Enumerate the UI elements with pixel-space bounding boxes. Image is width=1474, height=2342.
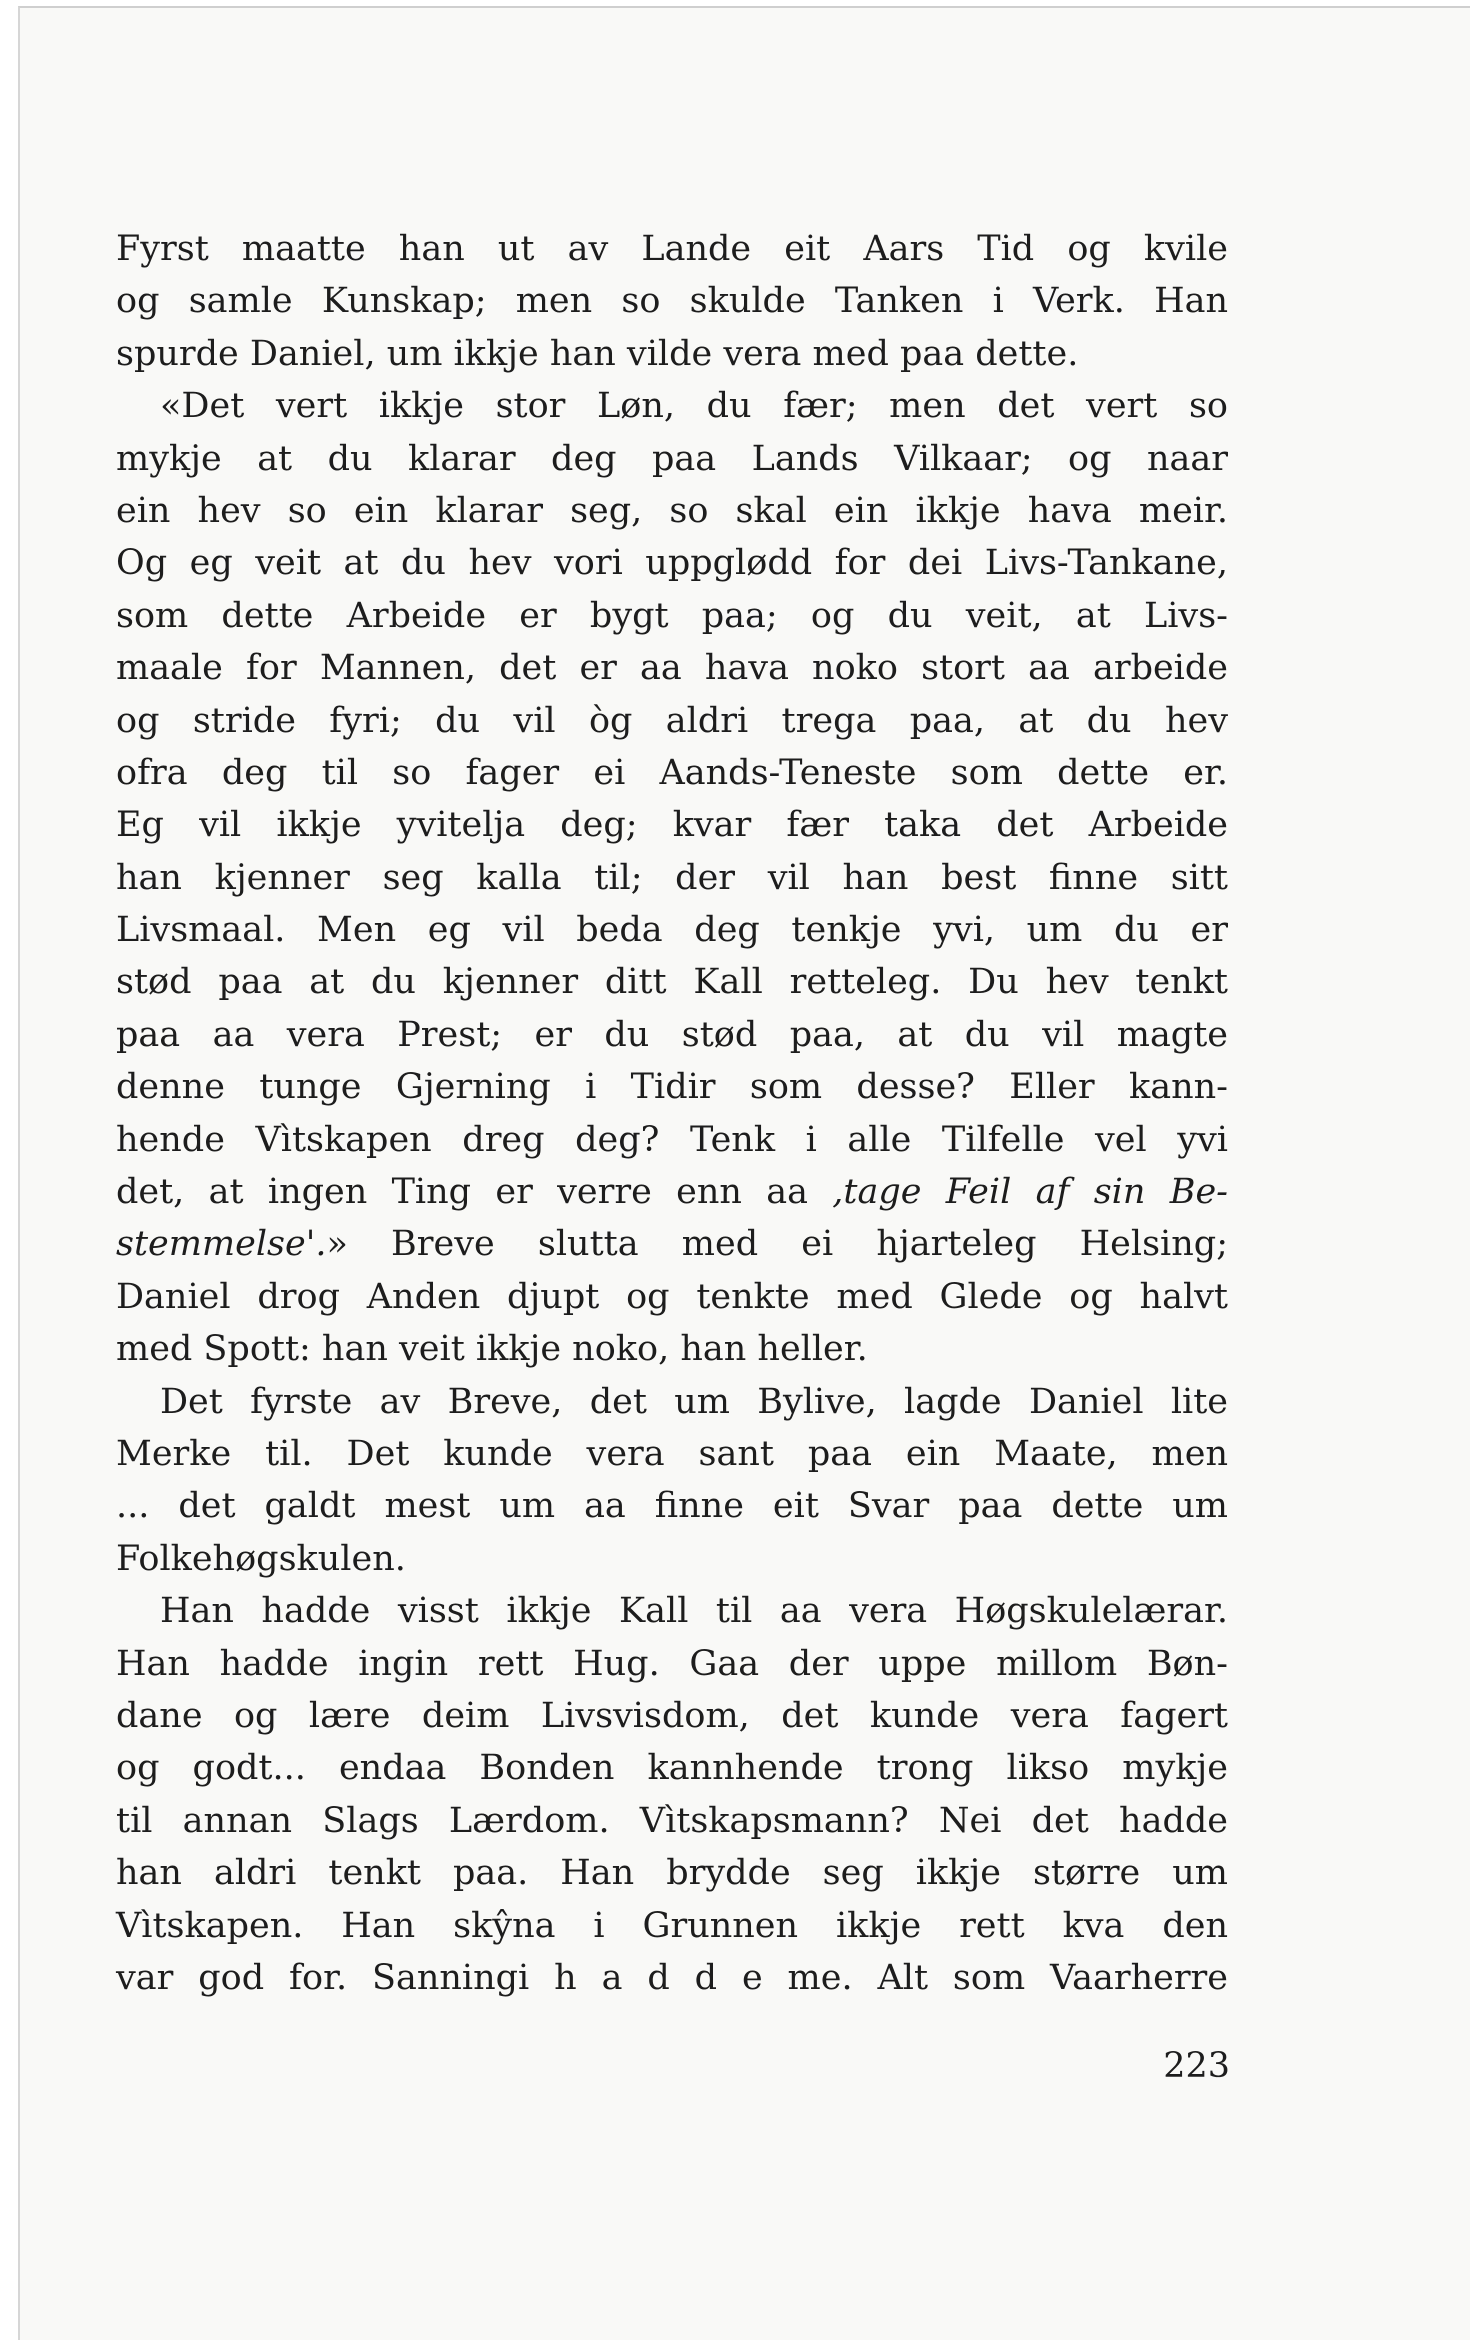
text-line: Merke til. Det kunde vera sant paa ein Maate, men [116,1433,1228,1474]
text-segment: det, at ingen Ting er verre enn aa [116,1172,833,1213]
text-line [116,1166,1228,1218]
body-text [116,223,1228,2004]
text-line: Han hadde visst ikkje Kall til aa vera Høgskulelærar. [160,1591,1228,1632]
text-line: ... det galdt mest um aa finne eit Svar paa dette um [116,1486,1228,1527]
book-page [18,6,1470,2340]
text-line: hende Vìtskapen dreg deg? Tenk i alle Tilfelle vel yvi [116,1119,1228,1160]
italic-quote: ,tage Feil af sin Be- [832,1172,1228,1213]
text-line: som dette Arbeide er bygt paa; og du veit, at Livs- [116,595,1228,636]
text-line [116,1218,1228,1270]
text-line: Vìtskapen. Han skŷna i Grunnen ikkje rett kva den [116,1905,1228,1946]
text-line: Daniel drog Anden djupt og tenkte med Glede og halvt [116,1276,1228,1317]
text-line: ofra deg til so fager ei Aands-Teneste som dette er. [116,752,1228,793]
text-line: Livsmaal. Men eg vil beda deg tenkje yvi, um du er [116,910,1228,951]
text-line: og stride fyri; du vil òg aldri trega paa, at du hev [116,700,1228,741]
text-line: maale for Mannen, det er aa hava noko stort aa arbeide [116,648,1228,689]
text-line: Folkehøgskulen. [116,1538,406,1579]
text-line: «Det vert ikkje stor Løn, du fær; men det vert so [160,386,1228,427]
text-line: Han hadde ingin rett Hug. Gaa der uppe millom Bøn- [116,1643,1228,1684]
text-line: ein hev so ein klarar seg, so skal ein ikkje hava meir. [116,490,1228,531]
text-line: stød paa at du kjenner ditt Kall retteleg. Du hev tenkt [116,962,1228,1003]
text-line: spurde Daniel, um ikkje han vilde vera med paa dette. [116,333,1079,374]
text-line: til annan Slags Lærdom. Vìtskapsmann? Nei det hadde [116,1800,1228,1841]
text-line: og samle Kunskap; men so skulde Tanken i Verk. Han [116,281,1228,322]
text-line: Fyrst maatte han ut av Lande eit Aars Tid og kvile [116,229,1228,269]
text-line: var god for. Sanningi h a d d e me. Alt som Vaarherre [116,1957,1228,1998]
text-line: med Spott: han veit ikkje noko, han heller. [116,1329,868,1370]
italic-quote: stemmelse'. [116,1224,327,1265]
text-line: han kjenner seg kalla til; der vil han best finne sitt [116,857,1228,898]
text-line: Eg vil ikkje yvitelja deg; kvar fær taka det Arbeide [116,805,1228,846]
text-line: Det fyrste av Breve, det um Bylive, lagde Daniel lite [160,1381,1228,1422]
text-line: paa aa vera Prest; er du stød paa, at du vil magte [116,1014,1228,1055]
page-number: 223 [1163,2046,1230,2086]
text-line: Og eg veit at du hev vori uppglødd for dei Livs-Tankane, [116,543,1228,584]
text-line: denne tunge Gjerning i Tidir som desse? Eller kann- [116,1067,1228,1108]
text-segment: » Breve slutta med ei hjarteleg Helsing; [326,1224,1228,1265]
text-line: og godt... endaa Bonden kannhende trong likso mykje [116,1748,1228,1789]
text-line: mykje at du klarar deg paa Lands Vilkaar; og naar [116,438,1228,479]
text-line: han aldri tenkt paa. Han brydde seg ikkje større um [116,1853,1228,1894]
text-line: dane og lære deim Livsvisdom, det kunde vera fagert [116,1695,1228,1736]
